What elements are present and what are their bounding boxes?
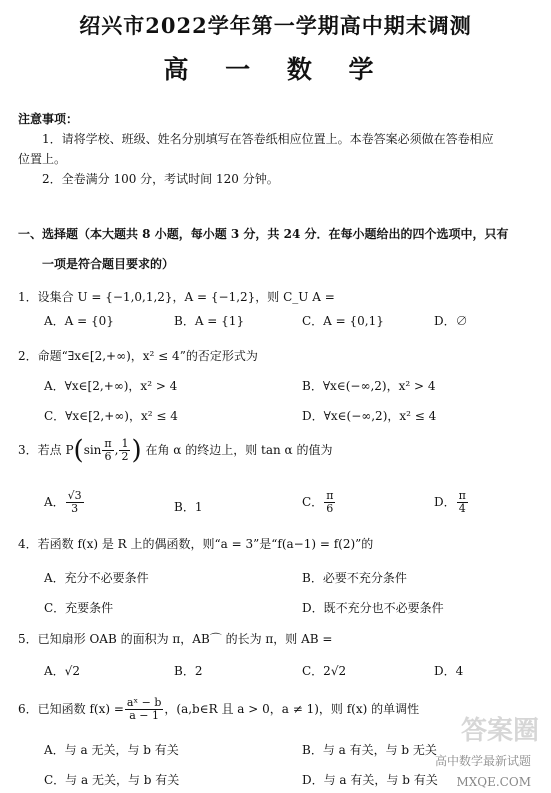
q5-option-a: A．√2	[44, 664, 80, 678]
q3-option-c: C． $\frac{\pi}{6}$	[302, 489, 334, 515]
watermark-logo: 答案圈	[460, 716, 539, 746]
q6-stem: 6．已知函数 f(x) = $\frac{\text{aˣ − b}}{a - 1}$ ，(a,b∈R 且 a > 0，a ≠ 1)，则 f(x) 的单调性	[18, 696, 420, 722]
q2-option-d: D．∀x∈(−∞,2)，x² ≤ 4	[302, 409, 437, 423]
q3-stem-post: 在角 α 的终边上，则 tan α 的值为	[145, 443, 333, 457]
q3-frac-half: $\frac{1}{2}$	[121, 437, 129, 463]
notice-item1-line2: 位置上。	[18, 152, 67, 166]
notice-item2: 2．全卷满分 100 分，考试时间 120 分钟。	[42, 172, 279, 186]
section1-title: 一、选择题（本大题共 8 小题，每小题 3 分，共 24 分．在每小题给出的四个选项中，只有	[18, 227, 509, 241]
notice-heading: 注意事项：	[18, 112, 79, 126]
q4-option-d: D．既不充分也不必要条件	[302, 601, 444, 615]
q6-option-a: A．与 a 无关，与 b 有关	[44, 743, 179, 757]
q3-frac-pi6: $\frac{\pi}{6}$	[104, 437, 112, 463]
q3-option-a: A． $\frac{√3}{3}$	[44, 489, 82, 515]
q5-option-b: B．2	[174, 664, 203, 678]
subject-title: 高 一 数 学	[163, 55, 388, 84]
q4-option-c: C．充要条件	[44, 601, 114, 615]
q5-option-d: D．4	[434, 664, 464, 678]
q3-option-b: B．1	[174, 500, 203, 514]
q2-stem: 2．命题“∃x∈[2,+∞)，x² ≤ 4”的否定形式为	[18, 349, 258, 363]
q3-sin: sin	[83, 443, 102, 457]
q3-stem: 3．若点 P(sin $\frac{\pi}{6}$ , $\frac{1}{2}$ ) 在角 α 的终边上，则 tan α 的值为	[18, 435, 333, 466]
watermark-subtitle: 高中数学最新试题	[434, 754, 531, 768]
section1-title-cont: 一项是符合题目要求的）	[42, 257, 175, 271]
q5-stem: 5．已知扇形 OAB 的面积为 π，AB⌒ 的长为 π，则 AB =	[18, 632, 333, 646]
q1-option-d: D．∅	[434, 314, 468, 328]
q5-option-c: C．2√2	[302, 664, 347, 678]
q4-stem: 4．若函数 f(x) 是 R 上的偶函数，则“a = 3”是“f(a−1) = f(2)”的	[18, 537, 374, 551]
q3-option-d: D． $\frac{\pi}{4}$	[434, 489, 466, 515]
q6-option-d: D．与 a 有关，与 b 有关	[302, 773, 438, 787]
q6-frac: $\frac{\text{aˣ − b}}{a - 1}$	[126, 696, 162, 722]
notice-item1-line1: 1．请将学校、班级、姓名分别填写在答卷纸相应位置上。本卷答案必须做在答卷相应	[42, 132, 494, 146]
watermark-url: MXQE.COM	[456, 775, 531, 789]
q1-stem: 1．设集合 U = {−1,0,1,2}，A = {−1,2}，则 C_U A =	[18, 290, 335, 304]
q1-option-a: A．A = {0}	[44, 314, 114, 328]
q6-option-c: C．与 a 无关，与 b 有关	[44, 773, 180, 787]
q6-option-b: B．与 a 有关，与 b 无关	[302, 743, 437, 757]
q3-stem-pre: 3．若点 P	[18, 443, 74, 457]
q1-option-b: B．A = {1}	[174, 314, 245, 328]
q2-option-b: B．∀x∈(−∞,2)，x² > 4	[302, 379, 436, 393]
q4-option-a: A．充分不必要条件	[44, 571, 149, 585]
q4-option-b: B．必要不充分条件	[302, 571, 407, 585]
exam-title: 绍兴市2022学年第一学期高中期末调测	[79, 13, 472, 38]
q1-option-c: C．A = {0,1}	[302, 314, 384, 328]
q2-option-a: A．∀x∈[2,+∞)，x² > 4	[44, 379, 178, 393]
q2-option-c: C．∀x∈[2,+∞)，x² ≤ 4	[44, 409, 178, 423]
